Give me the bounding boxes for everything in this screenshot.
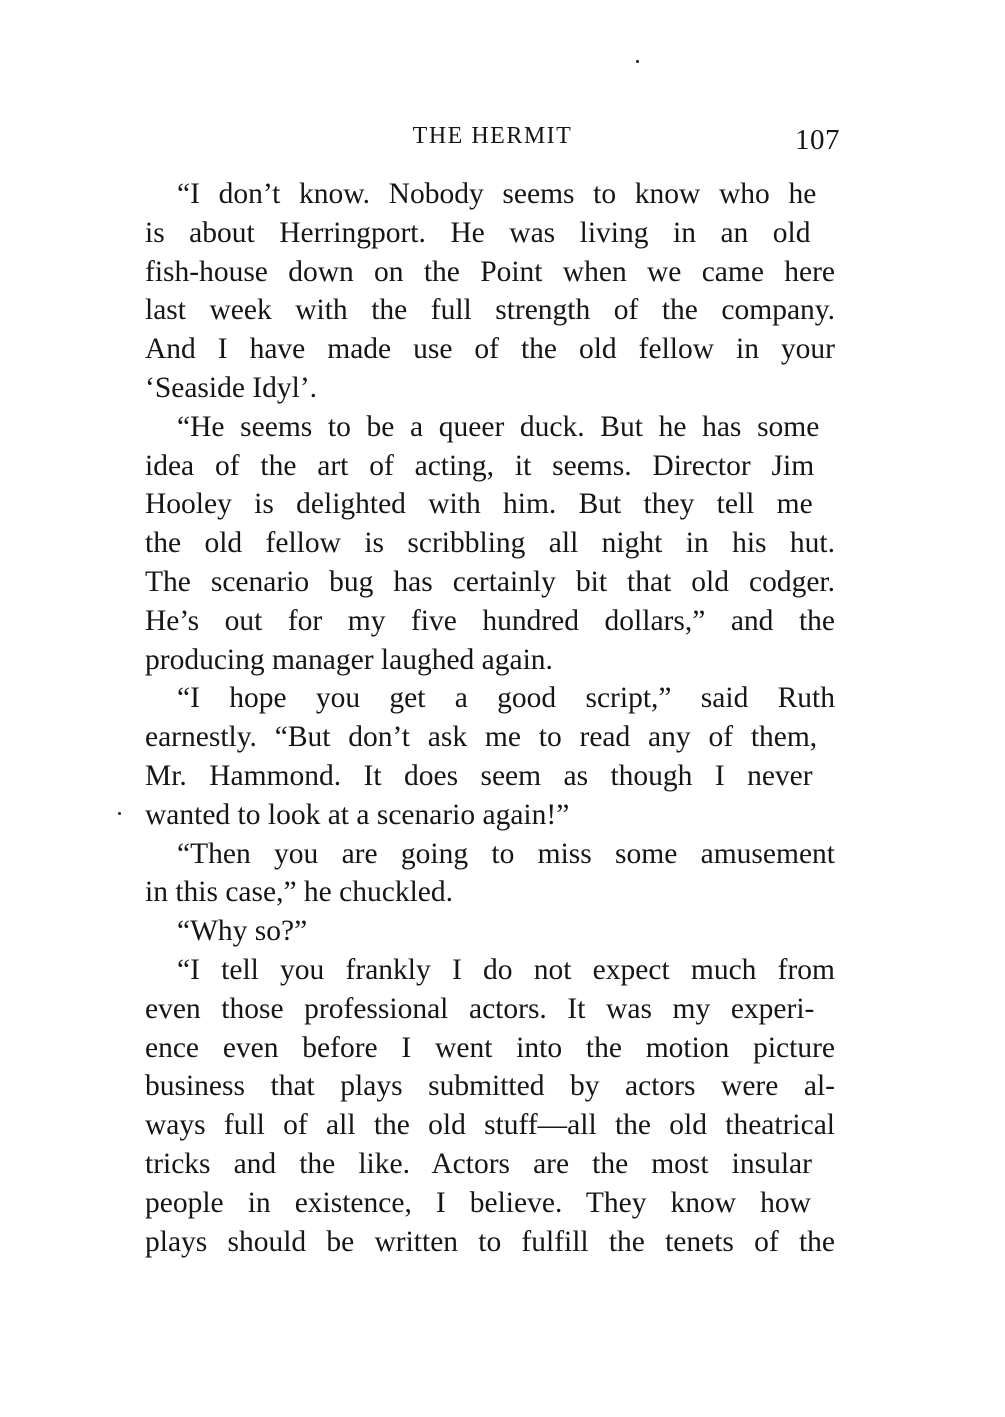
text-line: “Why so?” — [177, 915, 308, 948]
paragraph — [145, 835, 835, 913]
text-line: Hooley is delighted with him. But they tell me — [145, 488, 813, 521]
body-text — [145, 175, 835, 1261]
paragraph — [145, 175, 835, 408]
text-line: plays should be written to fulfill the tenets of the — [145, 1225, 835, 1258]
paragraph — [145, 912, 835, 951]
text-line: wanted to look at a scenario again!” — [145, 798, 570, 831]
paragraph — [145, 408, 835, 680]
paragraph — [145, 679, 835, 834]
text-line: in this case,” he chuckled. — [145, 876, 453, 909]
text-line: the old fellow is scribbling all night in his hut. — [145, 527, 835, 560]
text-line: “Then you are going to miss some amusement — [177, 837, 835, 870]
text-line: last week with the full strength of the company. — [145, 294, 835, 327]
text-line: “He seems to be a queer duck. But he has some — [177, 410, 820, 443]
text-line: ence even before I went into the motion picture — [145, 1031, 835, 1064]
text-line: people in existence, I believe. They know how — [145, 1186, 811, 1219]
text-line: ‘Seaside Idyl’. — [145, 371, 318, 404]
text-line: even those professional actors. It was my experi- — [145, 992, 815, 1025]
text-line: The scenario bug has certainly bit that old codger. — [145, 565, 835, 598]
text-line: “I hope you get a good script,” said Ruth — [177, 682, 835, 715]
text-line: tricks and the like. Actors are the most insular — [145, 1147, 812, 1180]
text-line: Mr. Hammond. It does seem as though I never — [145, 759, 813, 792]
running-head — [145, 116, 840, 156]
text-line: He’s out for my five hundred dollars,” and the — [145, 604, 835, 637]
text-line: ways full of all the old stuff—all the old theatrical — [145, 1109, 835, 1142]
text-line: “I tell you frankly I do not expect much from — [177, 953, 835, 986]
text-line: is about Herringport. He was living in an old — [145, 216, 811, 249]
page-number: 107 — [795, 124, 840, 156]
text-line: And I have made use of the old fellow in your — [145, 333, 835, 366]
text-line: producing manager laughed again. — [145, 643, 553, 676]
paragraph — [145, 951, 835, 1261]
print-speck — [636, 60, 639, 63]
text-line: fish-house down on the Point when we came here — [145, 255, 835, 288]
text-line: “I don’t know. Nobody seems to know who he — [177, 178, 817, 210]
print-speck — [118, 812, 121, 815]
text-line: earnestly. “But don’t ask me to read any of them, — [145, 721, 818, 754]
text-line: idea of the art of acting, it seems. Director Jim — [145, 449, 815, 482]
text-line: business that plays submitted by actors were al- — [145, 1070, 835, 1103]
running-title: THE HERMIT — [412, 123, 573, 149]
